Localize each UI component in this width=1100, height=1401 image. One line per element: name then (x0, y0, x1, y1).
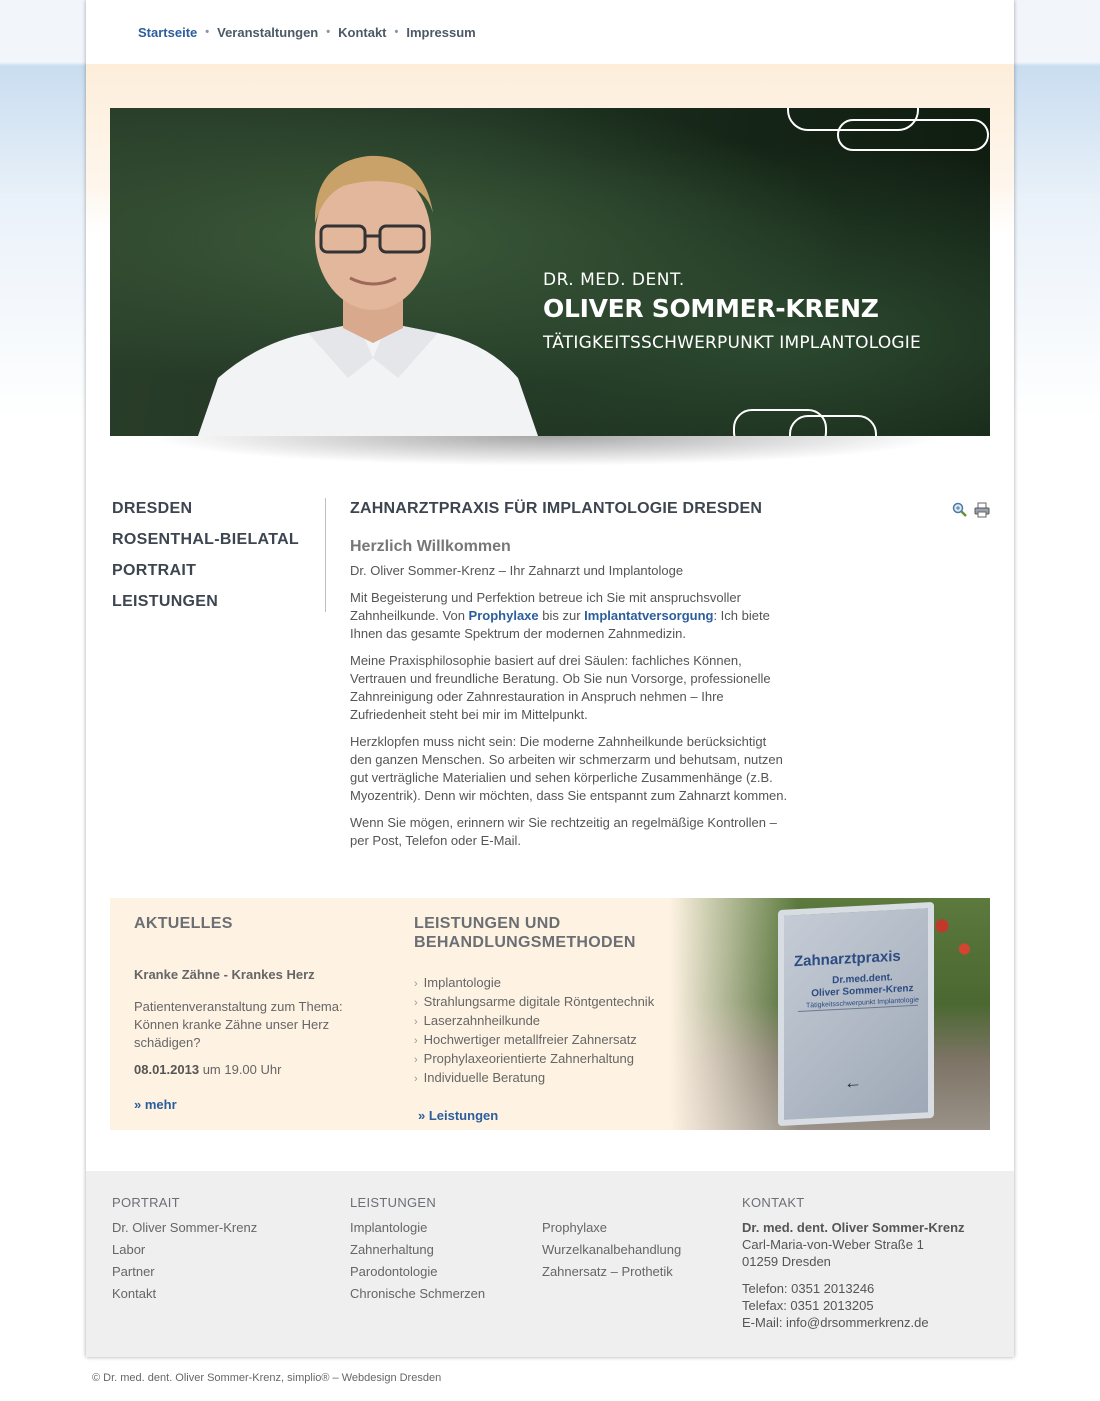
footer-link[interactable]: Implantologie (350, 1220, 428, 1235)
welcome-heading: Herzlich Willkommen (350, 538, 511, 555)
contact-fax: Telefax: 0351 2013205 (742, 1298, 874, 1313)
services-column (414, 914, 684, 1123)
chevron-right-icon: › (414, 1035, 418, 1047)
footer-link[interactable]: Partner (112, 1264, 155, 1279)
news-date: 08.01.2013 um 19.00 Uhr (134, 1062, 282, 1077)
chevron-right-icon: › (414, 1054, 418, 1066)
chevron-right-icon: › (414, 997, 418, 1009)
nav-separator: • (394, 26, 399, 38)
practice-sign-photo (670, 898, 990, 1130)
news-column (134, 914, 364, 1112)
practice-sign (778, 902, 934, 1126)
sidebar-item-dresden[interactable]: DRESDEN (112, 500, 193, 517)
footer-contact-heading: KONTAKT (742, 1195, 805, 1210)
sign-title: Zahnarztpraxis (794, 947, 901, 971)
list-item[interactable]: › Prophylaxeorientierte Zahnerhaltung (414, 1051, 634, 1066)
paragraph-reminder: Wenn Sie mögen, erinnern wir Sie rechtzeitig an regelmäßige Kontrollen – per Post, Telefon oder E-Mail. (350, 815, 777, 848)
paragraph-herzklopfen: Herzklopfen muss nicht sein: Die moderne Zahnheilkunde berücksichtigt den ganzen Menschen. So arbeiten wir schmerzarm und behutsam, nutzen gut verträgliche Materialien und sehen körperliche Zusammenhänge (z.B. Myozentrik). Denn wir möchten, dass Sie entspannt zum Zahnarzt kommen. (350, 734, 788, 803)
intro-text: Dr. Oliver Sommer-Krenz – Ihr Zahnarzt und Implantologe (350, 563, 684, 578)
footer-link[interactable]: Zahnerhaltung (350, 1242, 434, 1257)
link-prophylaxe[interactable]: Prophylaxe (468, 608, 539, 623)
list-item[interactable]: › Hochwertiger metallfreier Zahnersatz (414, 1032, 637, 1047)
services-list (414, 974, 684, 1088)
copyright-text: © Dr. med. dent. Oliver Sommer-Krenz, simplio® – Webdesign Dresden (92, 1372, 442, 1384)
chevron-right-icon: › (414, 1073, 418, 1085)
print-icon[interactable] (974, 502, 990, 518)
footer-link[interactable]: Zahnersatz – Prothetik (542, 1264, 673, 1279)
sign-name: Dr.med.dent. Oliver Sommer-Krenz Tätigkeitsschwerpunkt Implantologie (806, 972, 919, 1010)
list-item[interactable]: › Strahlungsarme digitale Röntgentechnik (414, 994, 655, 1009)
footer-link[interactable]: Wurzelkanalbehandlung (542, 1242, 682, 1257)
contact-street: Carl-Maria-von-Weber Straße 1 (742, 1237, 924, 1252)
banner-shadow (146, 436, 946, 466)
sidebar-item-leistungen[interactable]: LEISTUNGEN (112, 593, 219, 610)
footer-portrait (112, 1195, 257, 1305)
banner-title-prefix: DR. MED. DENT. (543, 270, 685, 290)
contact-email[interactable]: E-Mail: info@drsommerkrenz.de (742, 1315, 929, 1330)
footer-link[interactable]: Dr. Oliver Sommer-Krenz (112, 1220, 258, 1235)
sidebar-item-rosenthal-bielatal[interactable]: ROSENTHAL-BIELATAL (112, 531, 300, 548)
footer-link[interactable]: Prophylaxe (542, 1220, 608, 1235)
header-banner (110, 108, 990, 436)
decorative-loops-bottom (730, 406, 880, 436)
footer-contact (742, 1195, 965, 1331)
main-content (350, 498, 790, 850)
footer-link[interactable]: Labor (112, 1242, 146, 1257)
arrow-left-icon: ← (844, 1071, 862, 1093)
side-navigation (112, 498, 326, 612)
page-container (86, 0, 1014, 1357)
services-more-link[interactable]: » Leistungen (418, 1108, 499, 1123)
services-heading: LEISTUNGEN UND BEHANDLUNGSMETHODEN (414, 915, 636, 951)
banner-name: OLIVER SOMMER-KRENZ (543, 294, 879, 323)
nav-separator: • (326, 26, 331, 38)
nav-separator: • (205, 26, 210, 38)
list-item[interactable]: › Laserzahnheilkunde (414, 1013, 541, 1028)
footer-leistungen (350, 1195, 485, 1305)
list-item[interactable]: › Individuelle Beratung (414, 1070, 546, 1085)
paragraph-philosophy-intro: Mit Begeisterung und Perfektion betreue ich Sie mit anspruchsvoller Zahnheilkunde. Von Prophylaxe bis zur Implantatversorgung: Ich biete Ihnen das gesamte Spektrum der modernen Zahnmedizin. (350, 590, 770, 641)
footer (86, 1171, 1014, 1357)
contact-phone: Telefon: 0351 2013246 (742, 1281, 875, 1296)
nav-veranstaltungen[interactable]: Veranstaltungen (217, 24, 319, 40)
chevron-right-icon: › (414, 1016, 418, 1028)
footer-portrait-heading: PORTRAIT (112, 1195, 180, 1210)
decorative-loops-top (780, 108, 990, 158)
contact-name: Dr. med. dent. Oliver Sommer-Krenz (742, 1220, 965, 1235)
page-title: ZAHNARZTPRAXIS FÜR IMPLANTOLOGIE DRESDEN (350, 500, 763, 517)
news-heading: AKTUELLES (134, 915, 233, 932)
sign-hours (798, 1005, 918, 1071)
link-implantatversorgung[interactable]: Implantatversorgung (584, 608, 714, 623)
news-text: Patientenveranstaltung zum Thema: Können kranke Zähne unser Herz schädigen? (134, 999, 343, 1050)
list-item[interactable]: › Implantologie (414, 975, 501, 990)
footer-leistungen-heading: LEISTUNGEN (350, 1195, 437, 1210)
portrait-photo (198, 128, 548, 436)
nav-impressum[interactable]: Impressum (406, 24, 476, 40)
banner-text (543, 270, 921, 353)
footer-link[interactable]: Chronische Schmerzen (350, 1286, 486, 1301)
page-tools (952, 502, 990, 518)
news-title: Kranke Zähne - Krankes Herz (134, 967, 315, 982)
chevron-right-icon: › (414, 978, 418, 990)
zoom-icon[interactable] (952, 502, 968, 518)
contact-city: 01259 Dresden (742, 1254, 831, 1269)
nav-kontakt[interactable]: Kontakt (338, 24, 387, 40)
footer-leistungen-col2 (542, 1217, 681, 1283)
sidebar-item-portrait[interactable]: PORTRAIT (112, 562, 197, 579)
news-more-link[interactable]: » mehr (134, 1097, 177, 1112)
promo-section (110, 898, 990, 1130)
footer-link[interactable]: Kontakt (112, 1286, 157, 1301)
nav-startseite[interactable]: Startseite (138, 24, 198, 40)
footer-link[interactable]: Parodontologie (350, 1264, 438, 1279)
banner-specialty: TÄTIGKEITSSCHWERPUNKT IMPLANTOLOGIE (543, 333, 921, 353)
top-navigation (86, 0, 1014, 64)
paragraph-philosophy: Meine Praxisphilosophie basiert auf drei Säulen: fachliches Können, Vertrauen und freundliche Beratung. Ob Sie nun Vorsorge, professionelle Zahnreinigung oder Zahnrestauration in Anspruch nehmen – Ihre Zufriedenheit steht bei mir im Mittelpunkt. (350, 653, 771, 722)
